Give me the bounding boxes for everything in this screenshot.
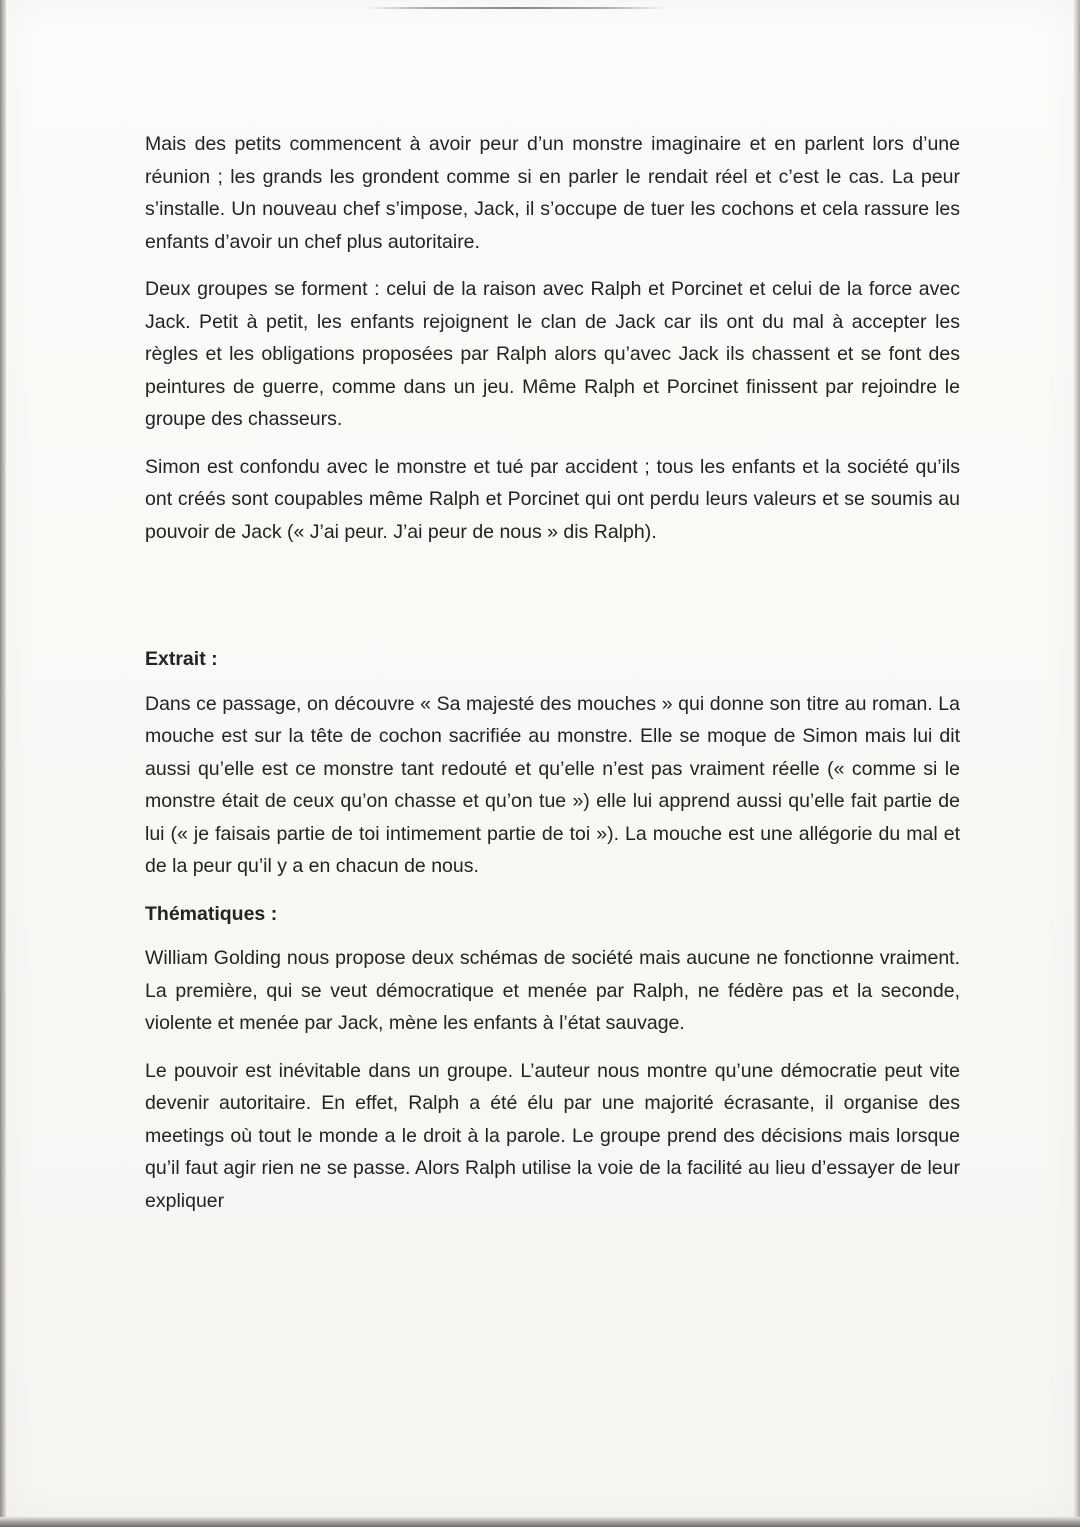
paragraph-simon: Simon est confondu avec le monstre et tué par accident ; tous les enfants et la société qu’ils ont créés sont coupables même Ralph et Porcinet qui ont perdu leurs valeurs et se soumis au pouvoir de Jack (« J’ai peur. J’ai peur de nous » dis Ralph).: [145, 455, 960, 543]
paragraph-monstre: Mais des petits commencent à avoir peur d’un monstre imaginaire et en parlent lors d’une réunion ; les grands les grondent comme si en parler le rendait réel et c’est le cas. La peur s’installe. Un nouveau chef s’impose, Jack, il s’occupe de tuer les cochons et cela rassure les enfants d’avoir un chef plus autoritaire.: [145, 133, 960, 253]
scan-bottom-edge: [0, 1517, 1080, 1527]
staple-mark: [366, 7, 666, 9]
scan-right-edge: [1073, 0, 1080, 1527]
document-body: [145, 128, 960, 1232]
section-gap: [145, 563, 960, 643]
heading-thematiques: Thématiques :: [145, 902, 278, 925]
paragraph-schemas-societe: William Golding nous propose deux schémas de société mais aucune ne fonctionne vraiment. La première, qui se veut démocratique et menée par Ralph, ne fédère pas et la seconde, violente et menée par Jack, mène les enfants à l’état sauvage.: [145, 947, 960, 1034]
paragraph-extrait: Dans ce passage, on découvre « Sa majesté des mouches » qui donne son titre au roman. La mouche est sur la tête de cochon sacrifiée au monstre. Elle se moque de Simon mais lui dit aussi qu’elle est ce monstre tant redouté et qu’elle n’est pas vraiment réelle (« comme si le monstre était de ceux qu’on chasse et qu’on tue ») elle lui apprend aussi qu’elle fait partie de lui (« je faisais partie de toi intimement partie de toi »). La mouche est une allégorie du mal et de la peur qu’il y a en chacun de nous.: [145, 692, 960, 877]
paragraph-pouvoir: Le pouvoir est inévitable dans un groupe. L’auteur nous montre qu’une démocratie peut vite devenir autoritaire. En effet, Ralph a été élu par une majorité écrasante, il organise des meetings où tout le monde a le droit à la parole. Le groupe prend des décisions mais lorsque qu’il faut agir rien ne se passe. Alors Ralph utilise la voie de la facilité au lieu d’essayer de leur expliquer: [145, 1059, 960, 1212]
heading-extrait: Extrait :: [145, 648, 218, 670]
paragraph-deux-groupes: Deux groupes se forment : celui de la raison avec Ralph et Porcinet et celui de la force avec Jack. Petit à petit, les enfants rejoignent le clan de Jack car ils ont du mal à accepter les règles et les obligations proposées par Ralph alors qu’avec Jack ils chassent et se font des peintures de guerre, comme dans un jeu. Même Ralph et Porcinet finissent par rejoindre le groupe des chasseurs.: [145, 278, 960, 430]
